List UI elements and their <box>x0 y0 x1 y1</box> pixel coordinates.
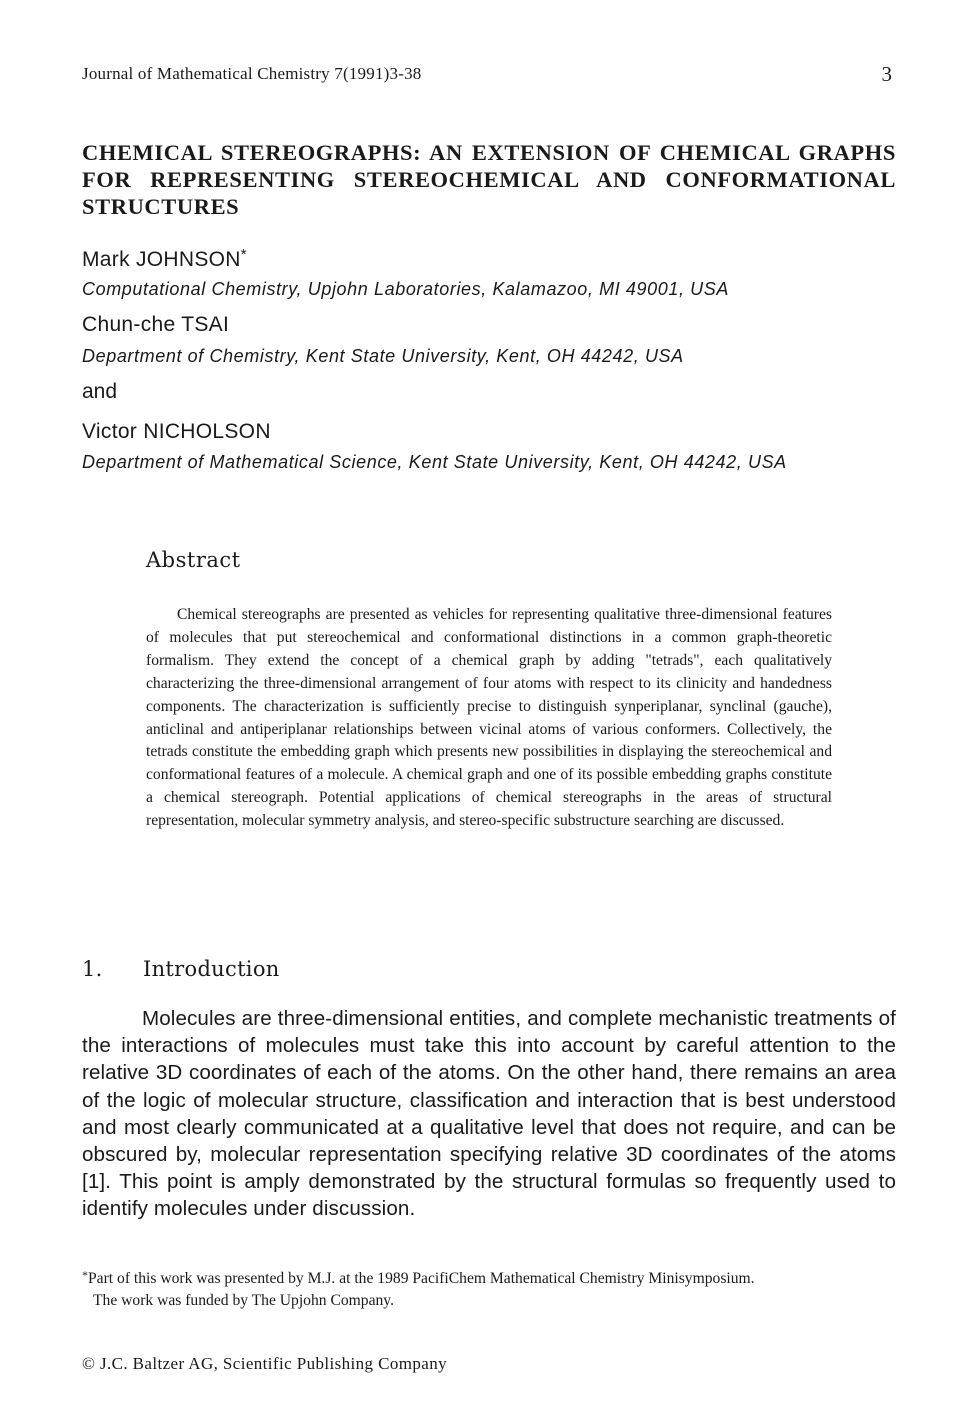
abstract-heading: Abstract <box>146 548 241 572</box>
introduction-text: Molecules are three-dimensional entities, and complete mechanistic treatments of the interactions of molecules must take this into account by careful attention to the relative 3D coordinates of each of the atoms. On the other hand, there remains an area of the logic of molecular structure, classification and interaction that is best understood and most clearly communicated at a qualitative level that does not require, and can be obscured by, molecular representation specifying relative 3D coordinates of the atoms [1]. This point is amply demonstrated by the structural formulas so frequently used to identify molecules under discussion. <box>82 1007 896 1221</box>
running-head: Journal of Mathematical Chemistry 7(1991)3-38 <box>82 64 422 83</box>
author-affiliation-2: Department of Chemistry, Kent State University, Kent, OH 44242, USA <box>82 346 684 366</box>
abstract-text: Chemical stereographs are presented as vehicles for representing qualitative three-dimensional features of molecules that put stereochemical and conformational distinctions in a common graph-theoretic formalism. They extend the concept of a chemical graph by adding "tetrads", each qualitatively characterizing the three-dimensional arrangement of four atoms with respect to its clinicity and handedness components. The characterization is sufficiently precise to distinguish synperiplanar, synclinal (gauche), anticlinal and antiperiplanar relationships between vicinal atoms of various conformers. Collectively, the tetrads constitute the embedding graph which presents new possibilities in displaying the stereochemical and conformational features of a molecule. A chemical graph and one of its possible embedding graphs constitute a chemical stereograph. Potential applications of chemical stereographs in the areas of structural representation, molecular symmetry analysis, and stereo-specific substructure searching are discussed. <box>146 606 832 830</box>
author-name-text: Mark JOHNSON <box>82 248 241 271</box>
article-title: CHEMICAL STEREOGRAPHS: AN EXTENSION OF CHEMICAL GRAPHS FOR REPRESENTING STEREOCHEMICAL AND CONFORMATIONAL STRUCTURES <box>82 140 896 219</box>
footnote <box>82 1264 902 1312</box>
author-conjunction: and <box>82 380 118 403</box>
author-name-3: Victor NICHOLSON <box>82 420 271 443</box>
section-title: Introduction <box>143 957 280 981</box>
author-footnote-mark: * <box>240 246 247 263</box>
author-affiliation-3: Department of Mathematical Science, Kent State University, Kent, OH 44242, USA <box>82 452 787 472</box>
page-number: 3 <box>881 62 892 86</box>
author-name-2: Chun-che TSAI <box>82 313 230 336</box>
section-heading <box>82 957 280 981</box>
footnote-mark: * <box>82 1268 88 1282</box>
copyright-notice: © J.C. Baltzer AG, Scientific Publishing Company <box>82 1354 448 1373</box>
section-number: 1. <box>82 957 103 981</box>
footnote-line-2: The work was funded by The Upjohn Company. <box>93 1292 394 1309</box>
author-affiliation-1: Computational Chemistry, Upjohn Laboratories, Kalamazoo, MI 49001, USA <box>82 279 729 299</box>
footnote-line-1: Part of this work was presented by M.J. at the 1989 PacifiChem Mathematical Chemistry Minisymposium. <box>88 1270 755 1287</box>
author-name-1 <box>82 246 247 272</box>
